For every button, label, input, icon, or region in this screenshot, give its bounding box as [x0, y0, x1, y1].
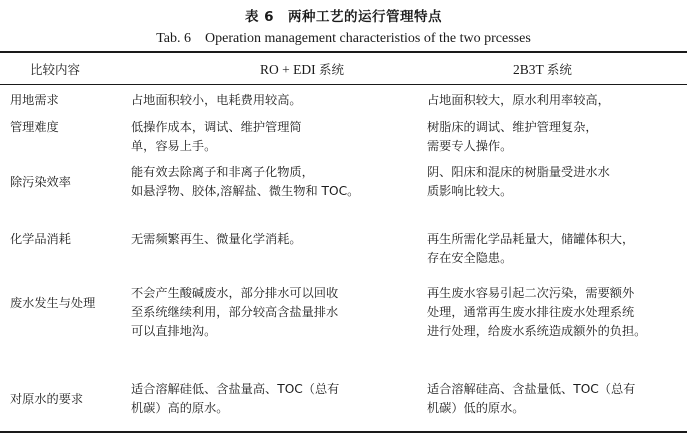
header-col3-en: 2B3T: [513, 62, 544, 77]
row-ro-edi: 占地面积较小，电耗费用较高。: [131, 93, 302, 107]
table-title-zh: 表 6 两种工艺的运行管理特点: [244, 9, 443, 25]
row-label: 用地需求: [10, 93, 59, 107]
row-ro-edi: 能有效去除离子和非离子化物质， 如悬浮物、胶体,溶解盐、微生物和 TOC。: [131, 165, 360, 198]
row-ro-edi: 不会产生酸碱废水，部分排水可以回收 至系统继续利用，部分较高含盐量排水 可以直排地沟。: [131, 286, 339, 338]
header-col3-zh: 系统: [546, 62, 572, 77]
row-ro-edi: 无需频繁再生、微量化学消耗。: [131, 232, 302, 246]
row-2b3t: 阴、阳床和混床的树脂量受进水水 质影响比较大。: [427, 165, 610, 198]
table-title-en: Tab. 6 Operation management characteristios of the two prcesses: [156, 31, 531, 46]
table-top-rule: [0, 51, 687, 53]
header-col2-en: RO + EDI: [260, 62, 316, 77]
row-2b3t: 再生所需化学品耗量大，储罐体积大， 存在安全隐患。: [427, 232, 635, 265]
row-label: 对原水的要求: [10, 392, 84, 406]
table-bottom-rule: [0, 431, 687, 433]
row-ro-edi: 适合溶解硅低、含盐量高、TOC（总有 机碳）高的原水。: [131, 382, 340, 415]
row-2b3t: 适合溶解硅高、含盐量低、TOC（总有 机碳）低的原水。: [427, 382, 636, 415]
header-col2: [260, 60, 344, 78]
row-label: 除污染效率: [10, 175, 71, 189]
row-label: 管理难度: [10, 120, 59, 134]
row-label: 废水发生与处理: [10, 296, 96, 310]
row-2b3t: 占地面积较大，原水利用率较高，: [427, 93, 610, 107]
table-header-rule: [0, 84, 687, 85]
row-ro-edi: 低操作成本，调试、维护管理简 单，容易上手。: [131, 120, 302, 153]
header-col1: 比较内容: [30, 62, 81, 77]
row-2b3t: 树脂床的调试、维护管理复杂， 需要专人操作。: [427, 120, 598, 153]
header-col3: [513, 60, 572, 78]
row-label: 化学品消耗: [10, 232, 71, 246]
row-2b3t: 再生废水容易引起二次污染，需要额外 处理，通常再生废水排往废水处理系统 进行处理，给废水系统造成额外的负担。: [427, 286, 647, 338]
header-col2-zh: 系统: [318, 62, 344, 77]
